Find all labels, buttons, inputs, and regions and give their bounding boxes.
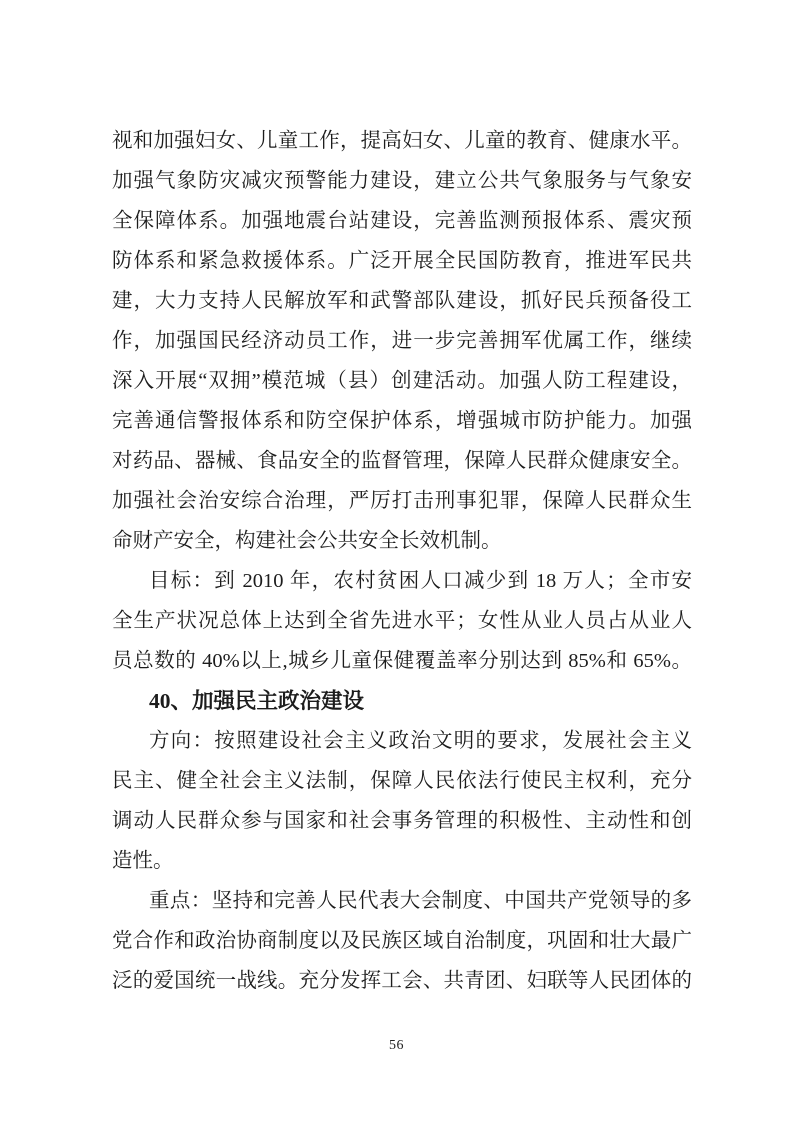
text-line: 作，加强国民经济动员工作，进一步完善拥军优属工作，继续 <box>112 330 692 352</box>
text-line: 泛的爱国统一战线。充分发挥工会、共青团、妇联等人民团体的 <box>112 970 692 992</box>
text-line: 民主、健全社会主义法制，保障人民依法行使民主权利，充分 <box>112 770 692 792</box>
text-line: 完善通信警报体系和防空保护体系，增强城市防护能力。加强 <box>112 410 692 432</box>
section-heading: 40、加强民主政治建设 <box>149 689 365 713</box>
text-line: 深入开展“双拥”模范城（县）创建活动。加强人防工程建设， <box>112 370 692 392</box>
text-line: 目标：到 2010 年，农村贫困人口减少到 18 万人；全市安 <box>149 570 692 592</box>
text-line: 方向：按照建设社会主义政治文明的要求，发展社会主义 <box>149 730 692 752</box>
text-line: 视和加强妇女、儿童工作，提高妇女、儿童的教育、健康水平。 <box>112 130 692 152</box>
text-line: 加强气象防灾减灾预警能力建设，建立公共气象服务与气象安 <box>112 170 692 192</box>
page-footer <box>0 1036 793 1054</box>
text-line: 对药品、器械、食品安全的监督管理，保障人民群众健康安全。 <box>112 450 692 472</box>
text-line: 建，大力支持人民解放军和武警部队建设，抓好民兵预备役工 <box>112 290 692 312</box>
document-lines <box>112 121 692 1001</box>
page-number: 56 <box>389 1038 404 1053</box>
text-line: 调动人民群众参与国家和社会事务管理的积极性、主动性和创 <box>112 810 692 832</box>
text-line: 防体系和紧急救援体系。广泛开展全民国防教育，推进军民共 <box>112 250 692 272</box>
text-line: 造性。 <box>112 850 174 872</box>
text-line: 加强社会治安综合治理，严厉打击刑事犯罪，保障人民群众生 <box>112 490 692 512</box>
text-line: 命财产安全，构建社会公共安全长效机制。 <box>112 530 502 552</box>
text-line: 重点：坚持和完善人民代表大会制度、中国共产党领导的多 <box>149 890 692 912</box>
text-line: 党合作和政治协商制度以及民族区域自治制度，巩固和壮大最广 <box>112 930 692 952</box>
text-line: 全生产状况总体上达到全省先进水平；女性从业人员占从业人 <box>112 610 692 632</box>
text-line: 全保障体系。加强地震台站建设，完善监测预报体系、震灾预 <box>112 210 692 232</box>
text-line: 员总数的 40%以上,城乡儿童保健覆盖率分别达到 85%和 65%。 <box>112 650 692 672</box>
